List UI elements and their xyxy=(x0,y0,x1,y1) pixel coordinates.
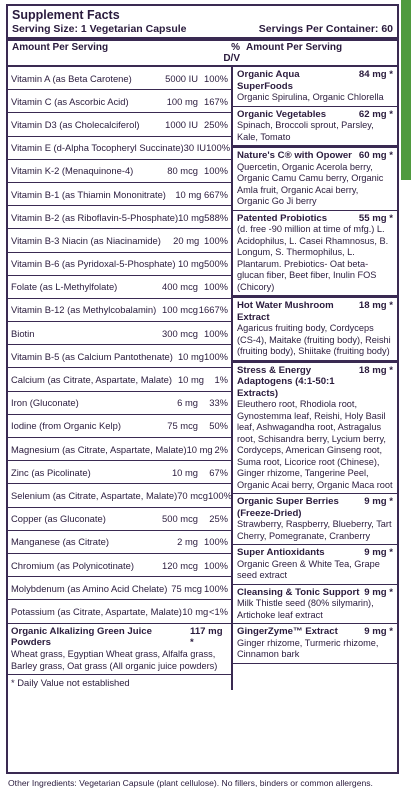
nutrient-row xyxy=(8,345,231,368)
blend-title-row xyxy=(237,365,393,400)
green-juice-title: Organic Alkalizing Green Juice Powders xyxy=(11,625,152,648)
blend-title: Hot Water Mushroom Extract xyxy=(237,300,334,323)
blend-title-row xyxy=(237,213,393,225)
nutrient-name: Manganese (as Citrate) xyxy=(11,536,109,548)
nutrient-dv: 500% xyxy=(204,258,228,270)
blend-block xyxy=(233,545,397,585)
blend-block xyxy=(233,363,397,495)
blend-ingredients: Organic Green & White Tea, Grape seed extract xyxy=(237,558,380,580)
nutrient-amount: 500 mcg xyxy=(162,513,198,525)
nutrient-row xyxy=(8,90,231,113)
panel-title: Supplement Facts xyxy=(12,8,120,22)
nutrient-column xyxy=(8,67,233,690)
blend-title: Organic Vegetables xyxy=(237,108,327,120)
blend-block xyxy=(233,585,397,625)
green-juice-block xyxy=(8,624,231,675)
nutrient-amount: 100 mcg xyxy=(162,304,198,316)
nutrient-row xyxy=(8,508,231,531)
nutrient-amount: 75 mcg xyxy=(171,582,202,594)
nutrient-amount: 20 mg xyxy=(173,234,200,246)
nutrient-name: Biotin xyxy=(11,327,35,339)
nutrient-row xyxy=(8,113,231,136)
nutrient-row xyxy=(8,484,231,507)
blend-amount: 9 mg * xyxy=(364,547,393,558)
nutrient-dv: 100% xyxy=(204,281,228,293)
blend-title-row xyxy=(237,109,393,121)
blend-ingredients: Organic Spirulina, Organic Chlorella xyxy=(237,92,384,102)
nutrient-dv: 588% xyxy=(204,211,229,223)
nutrient-dv: 25% xyxy=(209,513,228,525)
nutrient-name: Iodine (from Organic Kelp) xyxy=(11,420,121,432)
nutrient-name: Vitamin B-12 (as Methylcobalamin) xyxy=(11,304,157,316)
nutrient-name: Vitamin B-3 Niacin (as Niacinamide) xyxy=(11,234,161,246)
nutrient-name: Copper (as Gluconate) xyxy=(11,513,106,525)
nutrient-dv: 50% xyxy=(209,420,228,432)
nutrient-row xyxy=(8,160,231,183)
nutrient-dv: 100% xyxy=(207,489,232,501)
nutrient-name: Vitamin B-5 (as Calcium Pantothenate) xyxy=(11,350,173,362)
nutrient-dv: 100% xyxy=(204,536,228,548)
nutrient-row xyxy=(8,577,231,600)
nutrient-dv: 100% xyxy=(204,350,228,362)
nutrient-name: Vitamin C (as Ascorbic Acid) xyxy=(11,95,129,107)
blend-ingredients: Strawberry, Raspberry, Blueberry, Tart Cherry, Pomegranate, Cranberry xyxy=(237,519,392,541)
other-ingredients: Other Ingredients: Vegetarian Capsule (plant cellulose). No fillers, binders or common allergens. xyxy=(8,778,373,788)
nutrient-row xyxy=(8,299,231,322)
blend-amount: 60 mg * xyxy=(358,150,393,161)
blend-title: Nature's C® with Opower xyxy=(237,150,352,161)
nutrient-amount: 10 mg xyxy=(178,211,205,223)
blend-ingredients: Quercetin, Organic Acerola berry, Organic Camu Camu berry, Organic Amla fruit, Organic Acai berry, Organic Go Ji berry xyxy=(237,161,384,206)
nutrient-amount: 10 mg xyxy=(182,605,209,617)
nutrient-amount: 10 mg xyxy=(177,374,204,386)
nutrient-dv: 100% xyxy=(204,72,228,84)
nutrient-dv: 100% xyxy=(204,327,228,339)
nutrient-row xyxy=(8,183,231,206)
blend-ingredients: (d. free -90 million at time of mfg.) L. Acidophilus, L. Casei Rhamnosus, B. Longum, S. Thermophilus, L. Plantarum. Prebiotics- Oat beta-glucan fiber, Beet fiber, Inulin FOS (Chicory) xyxy=(237,224,389,292)
nutrient-amount: 400 mcg xyxy=(162,281,198,293)
green-juice-title-row xyxy=(11,626,228,648)
blend-amount: 62 mg * xyxy=(358,108,393,120)
nutrient-amount: 80 mcg xyxy=(167,165,198,177)
blend-title-row xyxy=(237,150,393,162)
blend-amount: 9 mg * xyxy=(364,626,393,637)
blend-amount: 84 mg * xyxy=(358,69,393,80)
blend-block xyxy=(233,148,397,211)
blend-title: Stress & Energy Adaptogens (4:1-50:1 Extracts) xyxy=(237,364,335,399)
nutrient-dv: 100% xyxy=(204,165,228,177)
nutrient-amount: 1000 IU xyxy=(165,118,198,130)
nutrient-list xyxy=(8,67,231,624)
nutrient-amount: 120 mcg xyxy=(162,559,198,571)
blend-title: GingerZyme™ Extract xyxy=(237,626,338,637)
blend-block xyxy=(233,298,397,363)
blend-title-row xyxy=(237,496,393,519)
nutrient-amount: 30 IU xyxy=(183,142,207,154)
blend-block xyxy=(233,107,397,149)
nutrient-name: Vitamin K-2 (Menaquinone-4) xyxy=(11,165,134,177)
nutrient-row xyxy=(8,438,231,461)
blend-title: Organic Super Berries (Freeze-Dried) xyxy=(237,496,339,519)
blend-ingredients: Spinach, Broccoli sprout, Parsley, Kale, Tomato xyxy=(237,120,374,142)
serving-size: Serving Size: 1 Vegetarian Capsule xyxy=(12,23,187,35)
nutrient-row xyxy=(8,322,231,345)
nutrient-amount: 10 mg xyxy=(177,258,205,270)
blend-title: Patented Probiotics xyxy=(237,212,328,224)
amount-per-serving-right-label: Amount Per Serving xyxy=(246,42,343,53)
nutrient-dv: 100% xyxy=(206,142,231,154)
nutrient-row xyxy=(8,206,231,229)
nutrient-row xyxy=(8,554,231,577)
nutrient-dv: 2% xyxy=(214,443,228,455)
nutrient-dv: 100% xyxy=(204,234,228,246)
nutrient-amount: 300 mcg xyxy=(162,327,198,339)
blend-title-row xyxy=(237,300,393,323)
nutrient-row xyxy=(8,67,231,90)
column-header xyxy=(8,41,397,67)
blend-ingredients: Agaricus fruiting body, Cordyceps (CS-4), Maitake (fruiting body), Reishi (fruiting body), Shiitake (fruiting body) xyxy=(237,323,391,356)
nutrient-name: Vitamin E (d-Alpha Tocopheryl Succinate) xyxy=(11,142,184,154)
nutrient-amount: 75 mcg xyxy=(167,420,198,432)
nutrient-row xyxy=(8,276,231,299)
nutrient-name: Magnesium (as Citrate, Aspartate, Malate) xyxy=(11,443,187,455)
nutrient-amount: 10 mg xyxy=(186,443,213,455)
nutrient-name: Iron (Gluconate) xyxy=(11,397,79,409)
servings-per-container: Servings Per Container: 60 xyxy=(258,23,393,35)
blend-title-row xyxy=(237,626,393,638)
blend-ingredients: Ginger rhizome, Turmeric rhizome, Cinnamon bark xyxy=(237,637,379,659)
nutrient-dv: 1667% xyxy=(198,304,228,316)
green-juice-ingredients: Wheat grass, Egyptian Wheat grass, Alfalfa grass, Barley grass, Oat grass (All organic juice powders) xyxy=(11,648,218,671)
nutrient-row xyxy=(8,392,231,415)
nutrient-dv: 100% xyxy=(204,582,228,594)
nutrient-dv: 67% xyxy=(209,466,228,478)
nutrient-row xyxy=(8,531,231,554)
blend-ingredients: Milk Thistle seed (80% silymarin), Artichoke leaf extract xyxy=(237,598,374,620)
blend-amount: 9 mg * xyxy=(364,586,393,598)
nutrient-dv: <1% xyxy=(208,605,228,617)
nutrient-row xyxy=(8,137,231,160)
nutrient-row xyxy=(8,253,231,276)
blend-title: Super Antioxidants xyxy=(237,547,325,558)
blend-amount: 55 mg * xyxy=(358,212,393,224)
blend-block xyxy=(233,211,397,299)
blend-amount: 18 mg * xyxy=(358,364,393,376)
nutrient-name: Molybdenum (as Amino Acid Chelate) xyxy=(11,582,168,594)
nutrient-amount: 70 mcg xyxy=(177,489,208,501)
nutrient-name: Calcium (as Citrate, Aspartate, Malate) xyxy=(11,374,172,386)
nutrient-dv: 667% xyxy=(204,188,228,200)
facts-columns xyxy=(8,67,397,690)
dv-label: % D/V xyxy=(223,42,240,64)
nutrient-amount: 100 mg xyxy=(166,95,198,107)
blend-ingredients: Eleuthero root, Rhodiola root, Gynostemma leaf, Reishi, Holy Basil leaf, Ashwagandha root, Astragalus root, Schisandra berry, Lycium berry, Cordyceps, American Ginseng root, Suma root, Licorice root (Chinese), Ginger rhizome, Tangerine Peel, Organic Acai berry, Organic Maca root xyxy=(237,399,393,490)
nutrient-amount: 10 mg xyxy=(175,188,202,200)
blend-title: Cleansing & Tonic Support xyxy=(237,586,360,598)
nutrient-name: Vitamin A (as Beta Carotene) xyxy=(11,72,132,84)
nutrient-dv: 1% xyxy=(214,374,228,386)
nutrient-name: Potassium (as Citrate, Aspartate, Malate) xyxy=(11,605,182,617)
serving-info xyxy=(8,22,397,35)
nutrient-name: Zinc (as Picolinate) xyxy=(11,466,91,478)
blend-column xyxy=(233,67,397,690)
nutrient-dv: 33% xyxy=(209,397,228,409)
package-edge-green xyxy=(401,0,411,180)
nutrient-amount: 2 mg xyxy=(177,536,198,548)
blend-amount: 18 mg * xyxy=(358,300,393,311)
nutrient-name: Vitamin B-2 (as Riboflavin-5-Phosphate) xyxy=(11,211,179,223)
blend-title-row xyxy=(237,69,393,92)
nutrient-name: Folate (as L-Methylfolate) xyxy=(11,281,118,293)
blend-title-row xyxy=(237,587,393,599)
nutrient-amount: 10 mg xyxy=(177,350,205,362)
nutrient-row xyxy=(8,600,231,623)
nutrient-name: Selenium (as Citrate, Aspartate, Malate) xyxy=(11,489,178,501)
blend-block xyxy=(233,624,397,664)
nutrient-name: Vitamin B-6 (as Pyridoxal-5-Phosphate) xyxy=(11,258,176,270)
blend-amount: 9 mg * xyxy=(364,496,393,507)
nutrient-row xyxy=(8,229,231,252)
green-juice-amount: 117 mg * xyxy=(190,625,223,648)
nutrient-row xyxy=(8,415,231,438)
blend-title-row xyxy=(237,547,393,559)
nutrient-amount: 6 mg xyxy=(177,397,198,409)
nutrient-amount: 10 mg xyxy=(171,466,198,478)
blend-block xyxy=(233,67,397,107)
nutrient-dv: 250% xyxy=(204,118,228,130)
dv-note: * Daily Value not established xyxy=(11,676,130,688)
nutrient-row xyxy=(8,461,231,484)
blend-title: Organic Aqua SuperFoods xyxy=(237,69,300,92)
nutrient-row xyxy=(8,368,231,391)
nutrient-dv: 100% xyxy=(204,559,228,571)
nutrient-name: Vitamin D3 (as Cholecalciferol) xyxy=(11,118,140,130)
supplement-facts-panel xyxy=(6,4,399,774)
amount-per-serving-label: Amount Per Serving xyxy=(12,42,109,53)
blend-block xyxy=(233,494,397,545)
nutrient-amount: 5000 IU xyxy=(165,72,198,84)
nutrient-name: Chromium (as Polynicotinate) xyxy=(11,559,134,571)
nutrient-dv: 167% xyxy=(204,95,228,107)
nutrient-name: Vitamin B-1 (as Thiamin Mononitrate) xyxy=(11,188,166,200)
